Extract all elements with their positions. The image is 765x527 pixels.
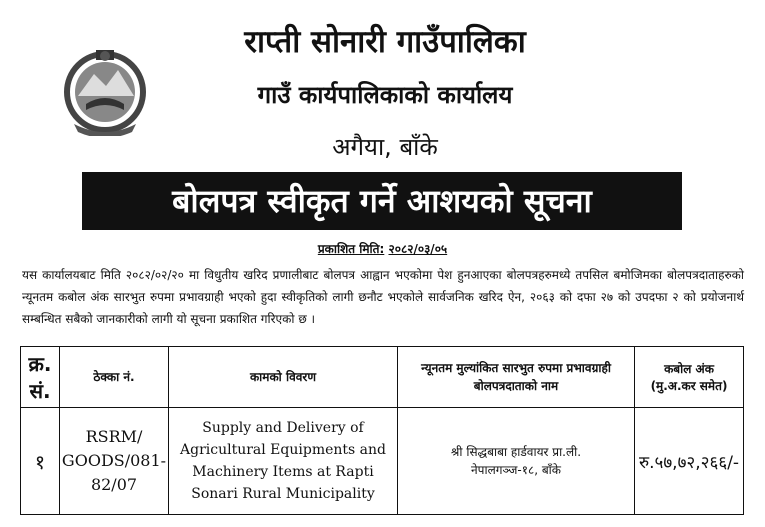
bidder-name: श्री सिद्धबाबा हार्डवायर प्रा.ली. [450,445,582,459]
table-header-row [21,347,744,408]
published-date: २०८२/०३/०५ [388,242,448,256]
bidder-address: नेपालगञ्ज-१८, बाँके [471,463,561,477]
notice-title-banner: बोलपत्र स्वीकृत गर्ने आशयको सूचना [82,172,682,230]
row-sn: १ [21,408,60,515]
header-sn: क्र. सं. [21,347,60,408]
notice-body-text: यस कार्यालयबाट मिति २०८२/०२/२० मा विधुतीय खरिद प्रणालीबाट बोलपत्र आह्वान भएकोमा पेश हुनआएका बोलपत्रहरुमध्ये तपसिल बमोजिमका बोलपत्रदाताहरुको न्यूनतम कबोल अंक सारभुत रुपमा प्रभावग्राही भएको हुदा स्वीकृतिको लागी छनौट भएकोले सार्वजनिक खरिद ऐन, २०६३ को दफा २७ को उपदफा २ को प्रयोजनार्थ सम्बन्धित सबैको जानकारीको लागी यो सूचना प्रकाशित गरिएको छ । [22,268,744,326]
bid-table [20,346,744,515]
header-amount [635,347,744,408]
row-contract-no: RSRM/ GOODS/081-82/07 [60,408,169,515]
municipality-name: राप्ती सोनारी गाउँपालिका [244,24,526,60]
office-location: अगैया, बाँके [332,133,438,161]
header-bidder: न्यूनतम मुल्यांकित सारभुत रुपमा प्रभावग्राही बोलपत्रदाताको नाम [398,347,635,408]
government-emblem-icon [56,44,154,136]
header-description: कामको विवरण [169,347,398,408]
table-row [21,408,744,515]
header-amount-label: कबोल अंक [664,362,714,376]
published-label: प्रकाशित मिति: [317,242,385,256]
row-description: Supply and Delivery of Agricultural Equipments and Machinery Items at Rapti Sonari Rural Municipality [169,408,398,515]
row-amount: रु.५७,७२,२६६/- [635,408,744,515]
header-contract-no: ठेक्का नं. [60,347,169,408]
row-bidder [398,408,635,515]
header-amount-note: (मु.अ.कर समेत) [650,379,728,393]
office-name: गाउँ कार्यपालिकाको कार्यालय [257,81,513,109]
published-date-line [0,240,765,257]
